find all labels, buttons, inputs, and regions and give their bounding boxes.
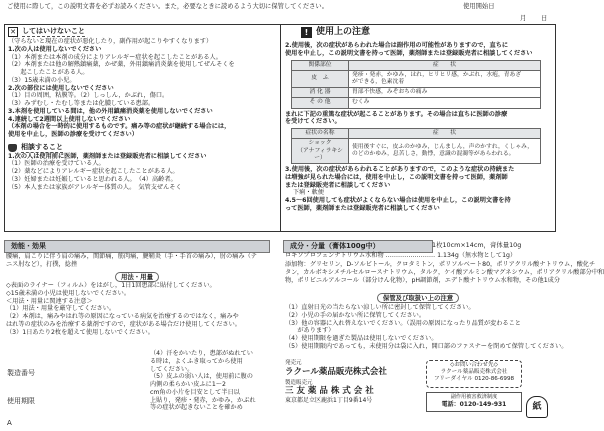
- relief-desk-box: [426, 392, 522, 412]
- consult-title: 相談すること: [21, 142, 63, 151]
- dosage-col2: [150, 350, 272, 412]
- date-month: 月: [520, 15, 527, 22]
- size-note: 1枚10cm×14cm，膏体量10g: [432, 241, 522, 249]
- seller-block: [285, 360, 425, 405]
- efficacy-line: 腰痛，肩こりに伴う肩の痛み，関節痛，筋肉痛，腱鞘炎（手・手首の痛み），肘の痛み（テ: [6, 253, 257, 260]
- after-line: は増強が見られた場合には，使用を中止し，この説明文書を持って医師，薬剤師: [285, 173, 508, 181]
- additive-line: 添加物：グリセリン，D-ソルビトール，クロタミトン，ポリソルベート80，ポリアクリル酸ナトリウム，酸化チ: [285, 261, 596, 268]
- seller-name: ラクール薬品販売株式会社: [285, 366, 387, 377]
- dosage-line: してください。: [150, 365, 194, 373]
- maker-label: 製造販売元: [285, 379, 313, 386]
- additive-line: 物，ポリビニルアルコール（部分けん化物），pH調節剤，エデト酸ナトリウム水和物，その他1成分: [285, 276, 561, 284]
- relief-desk-phone: 電話：0120-149-931: [441, 400, 507, 408]
- dosage-line: cm角の小片を目安として半日以: [150, 388, 240, 396]
- table-cell: 皮 ふ: [292, 70, 349, 87]
- table-cell: そ の 他: [292, 98, 349, 108]
- table-header: 症 状: [349, 129, 541, 139]
- dosage-line: はれ等の症状のみを治療する薬剤ですので，症状がある場合だけ使用してください。: [6, 320, 241, 328]
- dont-line: （3）15歳未満の小児。: [8, 76, 76, 84]
- contact-box: [426, 360, 522, 388]
- rare-line: まれに下記の重篤な症状が起こることがあります。その場合は直ちに医師の診療: [285, 110, 508, 118]
- consult-line: （5）本人または家族がアレルギー体質の人。 気管支ぜんそく: [8, 183, 182, 191]
- date-day: 日: [541, 15, 548, 22]
- seller-label: 発売元: [285, 360, 302, 366]
- paper-recycle-icon: [526, 396, 548, 418]
- caution-line: 2.使用後，次の症状があらわれた場合は副作用の可能性がありますので，直ちに: [285, 42, 509, 49]
- storage-line: （4）使用期限を過ぎた製品は使用しないでください。: [285, 335, 438, 342]
- dosage-line: （3）1日あたり2枚を超えて使用しないでください。: [6, 328, 154, 336]
- table-cell: 使用後すぐに，皮ふのかゆみ，じんましん，声のかすれ，くしゃみ， のどのかゆみ，息苦しさ，動悸，意識の混濁等があらわれる。: [349, 139, 541, 164]
- storage-title-wrap: [283, 293, 553, 303]
- dosage-line: ◇15歳未満の小児は使用しないでください。: [6, 289, 131, 297]
- table-cell: ショック （アナフィラキシー）: [292, 139, 349, 164]
- side-effects-table: [291, 60, 541, 109]
- corner-mark: A: [7, 419, 12, 427]
- dont-line: 2.次の部位には使用しないでください: [8, 84, 114, 92]
- maker-address: 東京都足立区鹿浜1丁目9番14号: [285, 397, 373, 404]
- lot-number-label: 製造番号: [7, 369, 35, 377]
- dont-title: してはいけないこと: [22, 27, 85, 36]
- after-line: 下痢・軟便: [293, 189, 324, 197]
- dosage-line: 等の症状が起きないことを確かめ: [150, 404, 243, 412]
- table-row: [292, 88, 541, 98]
- maker-name: 三 友 薬 品 株 式 会 社: [285, 386, 374, 397]
- dosage-line: 上貼り，発疹・発赤，かゆみ，かぶれ: [150, 396, 256, 404]
- usage-notice: ご使用に際して，この説明文書を必ずお読みください。また，必要なときに読めるよう大切に保管してください。: [7, 3, 329, 10]
- consult-line: 1.次の人は使用前に医師，薬剤師または登録販売者に相談してください: [8, 152, 207, 160]
- storage-title: 保管及び取扱い上の注意: [377, 293, 459, 303]
- dosage-line: ＜用法・用量に関連する注意＞: [6, 297, 93, 305]
- dosage-title-wrap: [4, 272, 270, 282]
- additive-line: タン，カルボキシメチルセルロースナトリウム，タルク，ケイ酸アルミン酸マグネシウム，ポリアクリル酸部分中和: [285, 268, 604, 276]
- caution-icon: !: [301, 27, 312, 38]
- table-cell: 消 化 器: [292, 88, 349, 98]
- table-row: [292, 139, 541, 164]
- after-line: 4.5～6回使用しても症状がよくならない場合は使用を中止し，この説明文書を持: [285, 197, 511, 205]
- contact-line: ◇お問い合わせ先◇: [450, 362, 498, 368]
- dont-line: （1）目の周囲，粘膜等。（2）しっしん，かぶれ，傷口。: [8, 92, 169, 100]
- dosage-line: 内側の柔らかい皮ふに1～2: [150, 381, 226, 388]
- after-line: って医師，薬剤師または登録販売者に相談してください: [285, 204, 440, 212]
- dont-line: 起こしたことがある人。: [8, 69, 89, 76]
- dont-subtitle: （守らないと現在の症状が悪化したり，副作用が起こりやすくなります）: [8, 38, 213, 45]
- dont-line: （1）本剤または本剤の成分によりアレルギー症状を起こしたことがある人。: [8, 53, 222, 61]
- table-row: [292, 70, 541, 87]
- dosage-line: （2）本剤は，痛みやはれ等の原因になっている病気を治療するのではなく，痛みや: [6, 313, 239, 320]
- dont-line: 4.連続して2週間以上使用しないでください: [8, 115, 131, 123]
- storage-line: （3）他の容器に入れ替えないでください。（誤用の原因になったり品質が変わること: [285, 319, 521, 327]
- efficacy-title: 効能・効果: [4, 240, 270, 253]
- relief-desk-label: 副作用被害救済制度: [450, 394, 498, 400]
- caution-line: 使用を中止し，この説明文書を持って医師，薬剤師または登録販売者に相談してください: [285, 49, 533, 57]
- table-row: [292, 98, 541, 108]
- storage-section: [285, 304, 568, 351]
- storage-line: があります）: [285, 327, 335, 335]
- contact-line: フリーダイヤル 0120-86-6998: [433, 375, 515, 382]
- dont-line: （2）本剤または他の解熱鎮痛薬，かぜ薬，外用鎮痛消炎薬を使用してぜんそくを: [8, 61, 235, 69]
- dosage-line: （5）皮ふの弱い人は，使用前に腹の: [150, 373, 253, 381]
- consult-line: （1）医師の治療を受けている人。: [8, 160, 105, 168]
- consult-line: （3）妊婦または妊娠していると思われる人。 （4）高齢者。: [8, 175, 177, 183]
- caution-section: [285, 42, 553, 213]
- contact-line: ラクール薬品販売株式会社: [440, 368, 508, 375]
- prohibition-icon: ✕: [8, 27, 18, 37]
- storage-line: （5）使用期限内であっても，未使用分は袋に入れ，開口部のファスナーを閉めて保管してください。: [285, 342, 568, 350]
- dont-line: （本剤の場合を一時的に使用するものです。痛み等の症状が継続する場合には，: [8, 123, 231, 131]
- dont-section: [8, 27, 276, 191]
- table-header: 関係部位: [292, 60, 349, 70]
- column-divider: [280, 24, 281, 232]
- caution-title: 使用上の注意: [316, 27, 371, 37]
- active-ingredient: ロキソプロフェンナトリウム水和物 ‥‥‥‥‥‥‥‥‥‥‥‥ 1.134g（無水物として1g）: [285, 252, 517, 259]
- table-cell: 発疹・発赤，かゆみ，はれ，ヒリヒリ感，かぶれ，水疱，青あざ ができる，色素沈着: [349, 70, 541, 87]
- dont-line: （3）みずむし・たむし等または化膿している患部。: [8, 100, 155, 107]
- efficacy-line: ニス肘など），打撲，捻挫: [6, 261, 78, 268]
- rare-line: を受けてください。: [285, 118, 341, 126]
- dont-line: 1.次の人は使用しないでください: [8, 45, 102, 53]
- serious-effects-table: [291, 128, 541, 164]
- table-cell: 胃部不快感，みぞおちの痛み: [349, 88, 541, 98]
- dosage-line: る時は，よくふき取ってから使用: [150, 357, 243, 365]
- dosage-line: （4）汗をかいたり，患部がぬれてい: [150, 350, 253, 357]
- storage-line: （1）直射日光の当たらない涼しい所に密封して保管してください。: [285, 304, 475, 311]
- table-cell: むくみ: [349, 98, 541, 108]
- caution-title-bar: [301, 27, 370, 38]
- dosage-title: 用法・用量: [115, 272, 159, 282]
- expiry-label: 使用期限: [7, 397, 35, 405]
- ingredients-title: 成分・分量（膏体100g中）: [283, 240, 433, 253]
- usage-start-label: 使用開始日: [463, 3, 495, 10]
- consult-line: （2）薬などによりアレルギー症状を起こしたことがある人。: [8, 168, 179, 175]
- table-header: 症状の名称: [292, 129, 349, 139]
- dont-line: 3.本剤を使用している間は，他の外用鎮痛消炎薬を使用しないでください: [8, 107, 213, 115]
- dosage-section: [6, 282, 272, 336]
- after-line: 3.使用後，次の症状があらわれることがありますので，このような症状の持続また: [285, 166, 515, 174]
- dosage-line: （1）用法・用量を厳守してください。: [6, 305, 116, 313]
- storage-line: （2）小児の手の届かない所に保管してください。: [285, 311, 426, 319]
- consult-icon: [8, 144, 17, 152]
- dosage-line: ◇表面のライナー（フィルム）をはがし，1日1回患部に貼付してください。: [6, 282, 216, 289]
- additives: [285, 261, 604, 284]
- after-line: または登録販売者に相談してください: [285, 181, 391, 189]
- paper-recycle-mark: 紙: [532, 402, 542, 412]
- dont-line: 使用を中止し，医師の診療を受けてください）: [8, 131, 138, 138]
- table-header: 症 状: [349, 60, 541, 70]
